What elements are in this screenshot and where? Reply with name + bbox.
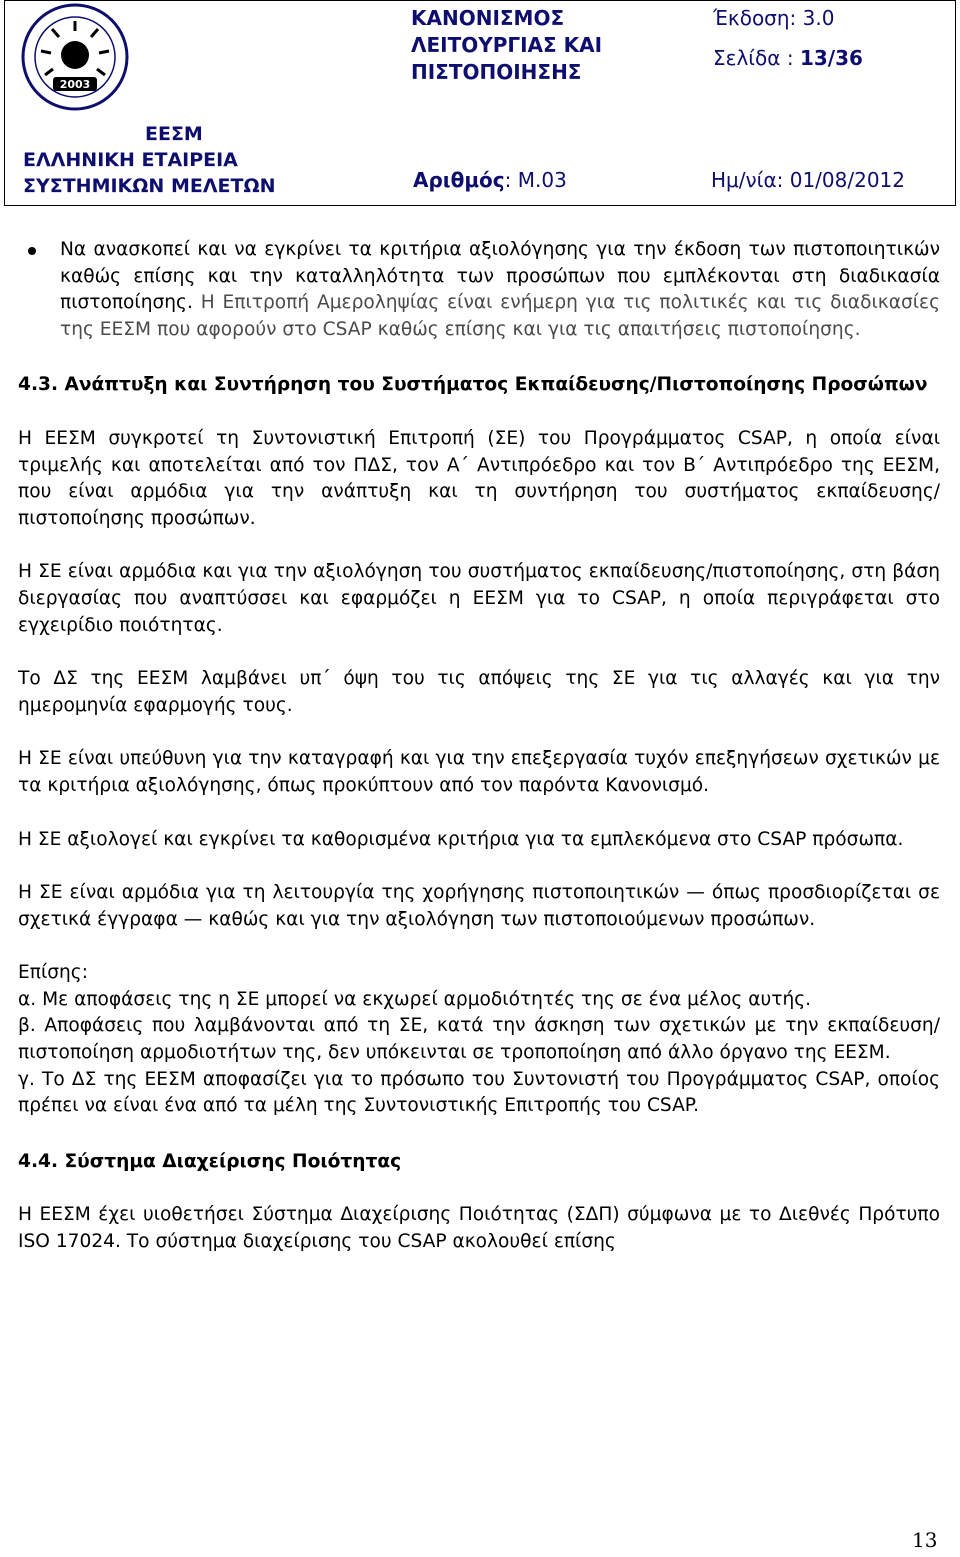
title-line: ΠΙΣΤΟΠΟΙΗΣΗΣ (411, 60, 582, 84)
page-indicator (713, 45, 863, 72)
paragraph: Η ΕΕΣΜ έχει υιοθετήσει Σύστημα Διαχείρισης Ποιότητας (ΣΔΠ) σύμφωνα με το Διεθνές Πρότυπο ISO 17024. Το σύστημα διαχείρισης του CSAP ακολουθεί επίσης (18, 1204, 940, 1253)
bullet-item (18, 237, 940, 343)
bullet-text: Να ανασκοπεί και να εγκρίνει τα κριτήρια αξιολόγησης για την έκδοση των πιστοποιητικών καθώς επίσης και την καταλληλότητα των προσώπων που εμπλέκονται στη διαδικασία πιστοποίησης. (60, 239, 940, 314)
paragraph: Η ΣΕ αξιολογεί και εγκρίνει τα καθορισμένα κριτήρια για τα εμπλεκόμενα στο CSAP πρόσωπα. (18, 828, 904, 850)
page-label: Σελίδα : (713, 46, 800, 70)
title-line: ΛΕΙΤΟΥΡΓΙΑΣ ΚΑΙ (411, 33, 603, 57)
number-value: : Μ.03 (504, 168, 567, 192)
sun-logo-icon (5, 1, 145, 113)
org-name (23, 121, 276, 199)
paragraph: Επίσης: (18, 962, 88, 984)
page-value: 13/36 (799, 46, 863, 70)
document-body (18, 237, 940, 1256)
paragraph: Το ΔΣ της ΕΕΣΜ λαμβάνει υπ΄ όψη του τις απόψεις της ΣΕ για τις αλλαγές και για την ημερομηνία εφαρμογής τους. (18, 668, 940, 716)
title-line: ΚΑΝΟΝΙΣΜΟΣ (411, 6, 565, 30)
section-heading: 4.4. Σύστημα Διαχείρισης Ποιότητας (18, 1150, 402, 1172)
document-date: Ημ/νία: 01/08/2012 (711, 168, 905, 192)
org-short: ΕΕΣΜ (145, 123, 203, 145)
page-number: 13 (912, 1528, 938, 1552)
bullet-text-gray: Η Επιτροπή Αμεροληψίας είναι ενήμερη για τις πολιτικές και τις διαδικασίες της ΕΕΣΜ που αφορούν στο CSAP καθώς επίσης και για τις απαιτήσεις πιστοποίησης. (60, 292, 940, 340)
paragraph: Η ΣΕ είναι αρμόδια για τη λειτουργία της χορήγησης πιστοποιητικών — όπως προσδιορίζεται σε σχετικά έγγραφα — καθώς και για την αξιολόγηση των πιστοποιούμενων προσώπων. (18, 882, 940, 930)
edition: Έκδοση: 3.0 (713, 6, 835, 30)
document-title (411, 5, 602, 86)
org-line2: ΣΥΣΤΗΜΙΚΩΝ ΜΕΛΕΤΩΝ (23, 175, 276, 197)
org-line1: ΕΛΛΗΝΙΚΗ ΕΤΑΙΡΕΙΑ (23, 149, 238, 171)
list-item: α. Με αποφάσεις της η ΣΕ μπορεί να εκχωρεί αρμοδιότητές της σε ένα μέλος αυτής. (18, 988, 812, 1010)
list-item: β. Αποφάσεις που λαμβάνονται από τη ΣΕ, κατά την άσκηση των σχετικών με την εκπαίδευση/πιστοποίηση αρμοδιοτήτων της, δεν υπόκεινται σε τροποποίηση από άλλο όργανο της ΕΕΣΜ. (18, 1015, 940, 1064)
list-item: γ. Το ΔΣ της ΕΕΣΜ αποφασίζει για το πρόσωπο του Συντονιστή του Προγράμματος CSAP, οποίος πρέπει να είναι ένα από τα μέλη της Συντονιστικής Επιτροπής του CSAP. (18, 1068, 940, 1117)
document-header (4, 0, 956, 206)
section-heading: 4.3. Ανάπτυξη και Συντήρηση του Συστήματος Εκπαίδευσης/Πιστοποίησης Προσώπων (18, 374, 928, 396)
paragraph: Η ΕΕΣΜ συγκροτεί τη Συντονιστική Επιτροπή (ΣΕ) του Προγράμματος CSAP, η οποία είναι τριμελής και αποτελείται από τον ΠΔΣ, τον Α΄ Αντιπρόεδρο και τον Β΄ Αντιπρόεδρο της ΕΕΣΜ, που είναι αρμόδια για την ανάπτυξη και τη συντήρηση του συστήματος εκπαίδευσης/πιστοποίησης προσώπων. (18, 427, 940, 529)
document-number (413, 167, 567, 194)
number-label: Αριθμός (413, 168, 505, 192)
paragraph: Η ΣΕ είναι υπεύθυνη για την καταγραφή και για την επεξεργασία τυχόν επεξηγήσεων σχετικών με τα κριτήρια αξιολόγησης, όπως προκύπτουν από τον παρόντα Κανονισμό. (18, 748, 940, 796)
bullet-dot-icon (28, 247, 36, 255)
logo-year: 2003 (59, 78, 91, 91)
paragraph: Η ΣΕ είναι αρμόδια και για την αξιολόγηση του συστήματος εκπαίδευσης/πιστοποίησης, στη βάση διεργασίας που αναπτύσσει και εφαρμόζει η ΕΕΣΜ για το CSAP, η οποία περιγράφεται στο εγχειρίδιο ποιότητας. (18, 561, 940, 636)
